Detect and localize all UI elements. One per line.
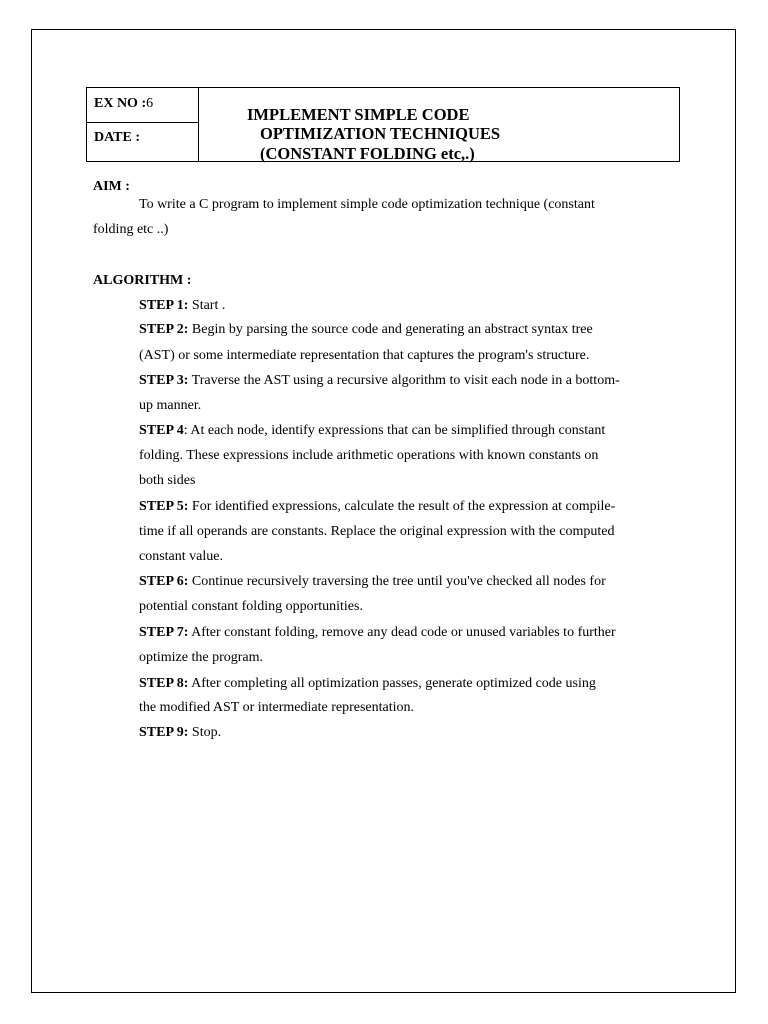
header-table: [86, 87, 680, 162]
step-1: [139, 298, 225, 314]
step-2-cont: (AST) or some intermediate representation that captures the program's structure.: [139, 348, 590, 363]
step-label: STEP 6:: [139, 574, 189, 589]
aim-line-1: To write a C program to implement simple code optimization technique (constant: [139, 197, 595, 212]
step-text: For identified expressions, calculate the result of the expression at compile-: [188, 499, 616, 514]
header-divider-horizontal: [87, 122, 198, 123]
step-3-cont: up manner.: [139, 398, 202, 413]
step-text: Stop.: [188, 725, 222, 740]
title-line-3: (CONSTANT FOLDING etc,.): [260, 144, 475, 163]
step-label: STEP 1:: [139, 298, 189, 313]
step-2: [139, 322, 593, 338]
step-3: [139, 373, 620, 389]
step-text: Begin by parsing the source code and generating an abstract syntax tree: [188, 322, 593, 337]
step-label: STEP 2:: [139, 322, 189, 337]
step-text: After constant folding, remove any dead code or unused variables to further: [188, 625, 616, 640]
aim-heading: AIM :: [93, 179, 130, 194]
step-label: STEP 4: [139, 423, 184, 438]
step-4: [139, 423, 605, 439]
step-4-cont-2: both sides: [139, 473, 196, 488]
date-label: DATE :: [94, 130, 141, 145]
step-label: STEP 3:: [139, 373, 189, 388]
step-4-cont-1: folding. These expressions include arithmetic operations with known constants on: [139, 448, 599, 463]
step-text: : At each node, identify expressions that can be simplified through constant: [183, 423, 606, 438]
step-5-cont-1: time if all operands are constants. Replace the original expression with the computed: [139, 524, 615, 539]
header-divider-vertical: [198, 88, 199, 161]
step-label: STEP 7:: [139, 625, 189, 640]
step-text: Continue recursively traversing the tree until you've checked all nodes for: [188, 574, 606, 589]
step-6-cont: potential constant folding opportunities.: [139, 599, 363, 614]
step-7-cont: optimize the program.: [139, 650, 264, 665]
ex-no-value: 6: [146, 96, 154, 111]
step-8-cont: the modified AST or intermediate representation.: [139, 700, 414, 715]
step-label: STEP 9:: [139, 725, 189, 740]
step-6: [139, 574, 606, 590]
ex-no: [94, 96, 153, 112]
step-label: STEP 5:: [139, 499, 189, 514]
step-text: Start .: [188, 298, 226, 313]
ex-no-label: EX NO :: [94, 96, 147, 111]
title-line-1: IMPLEMENT SIMPLE CODE: [247, 105, 470, 124]
step-label: STEP 8:: [139, 676, 189, 691]
step-text: After completing all optimization passes, generate optimized code using: [188, 676, 596, 691]
step-5: [139, 499, 615, 515]
algorithm-heading: ALGORITHM :: [93, 273, 192, 288]
title-line-2: OPTIMIZATION TECHNIQUES: [260, 124, 501, 143]
aim-line-2: folding etc ..): [93, 222, 169, 237]
step-text: Traverse the AST using a recursive algorithm to visit each node in a bottom-: [188, 373, 620, 388]
step-5-cont-2: constant value.: [139, 549, 223, 564]
step-9: [139, 725, 221, 741]
step-7: [139, 625, 616, 641]
step-8: [139, 676, 596, 692]
